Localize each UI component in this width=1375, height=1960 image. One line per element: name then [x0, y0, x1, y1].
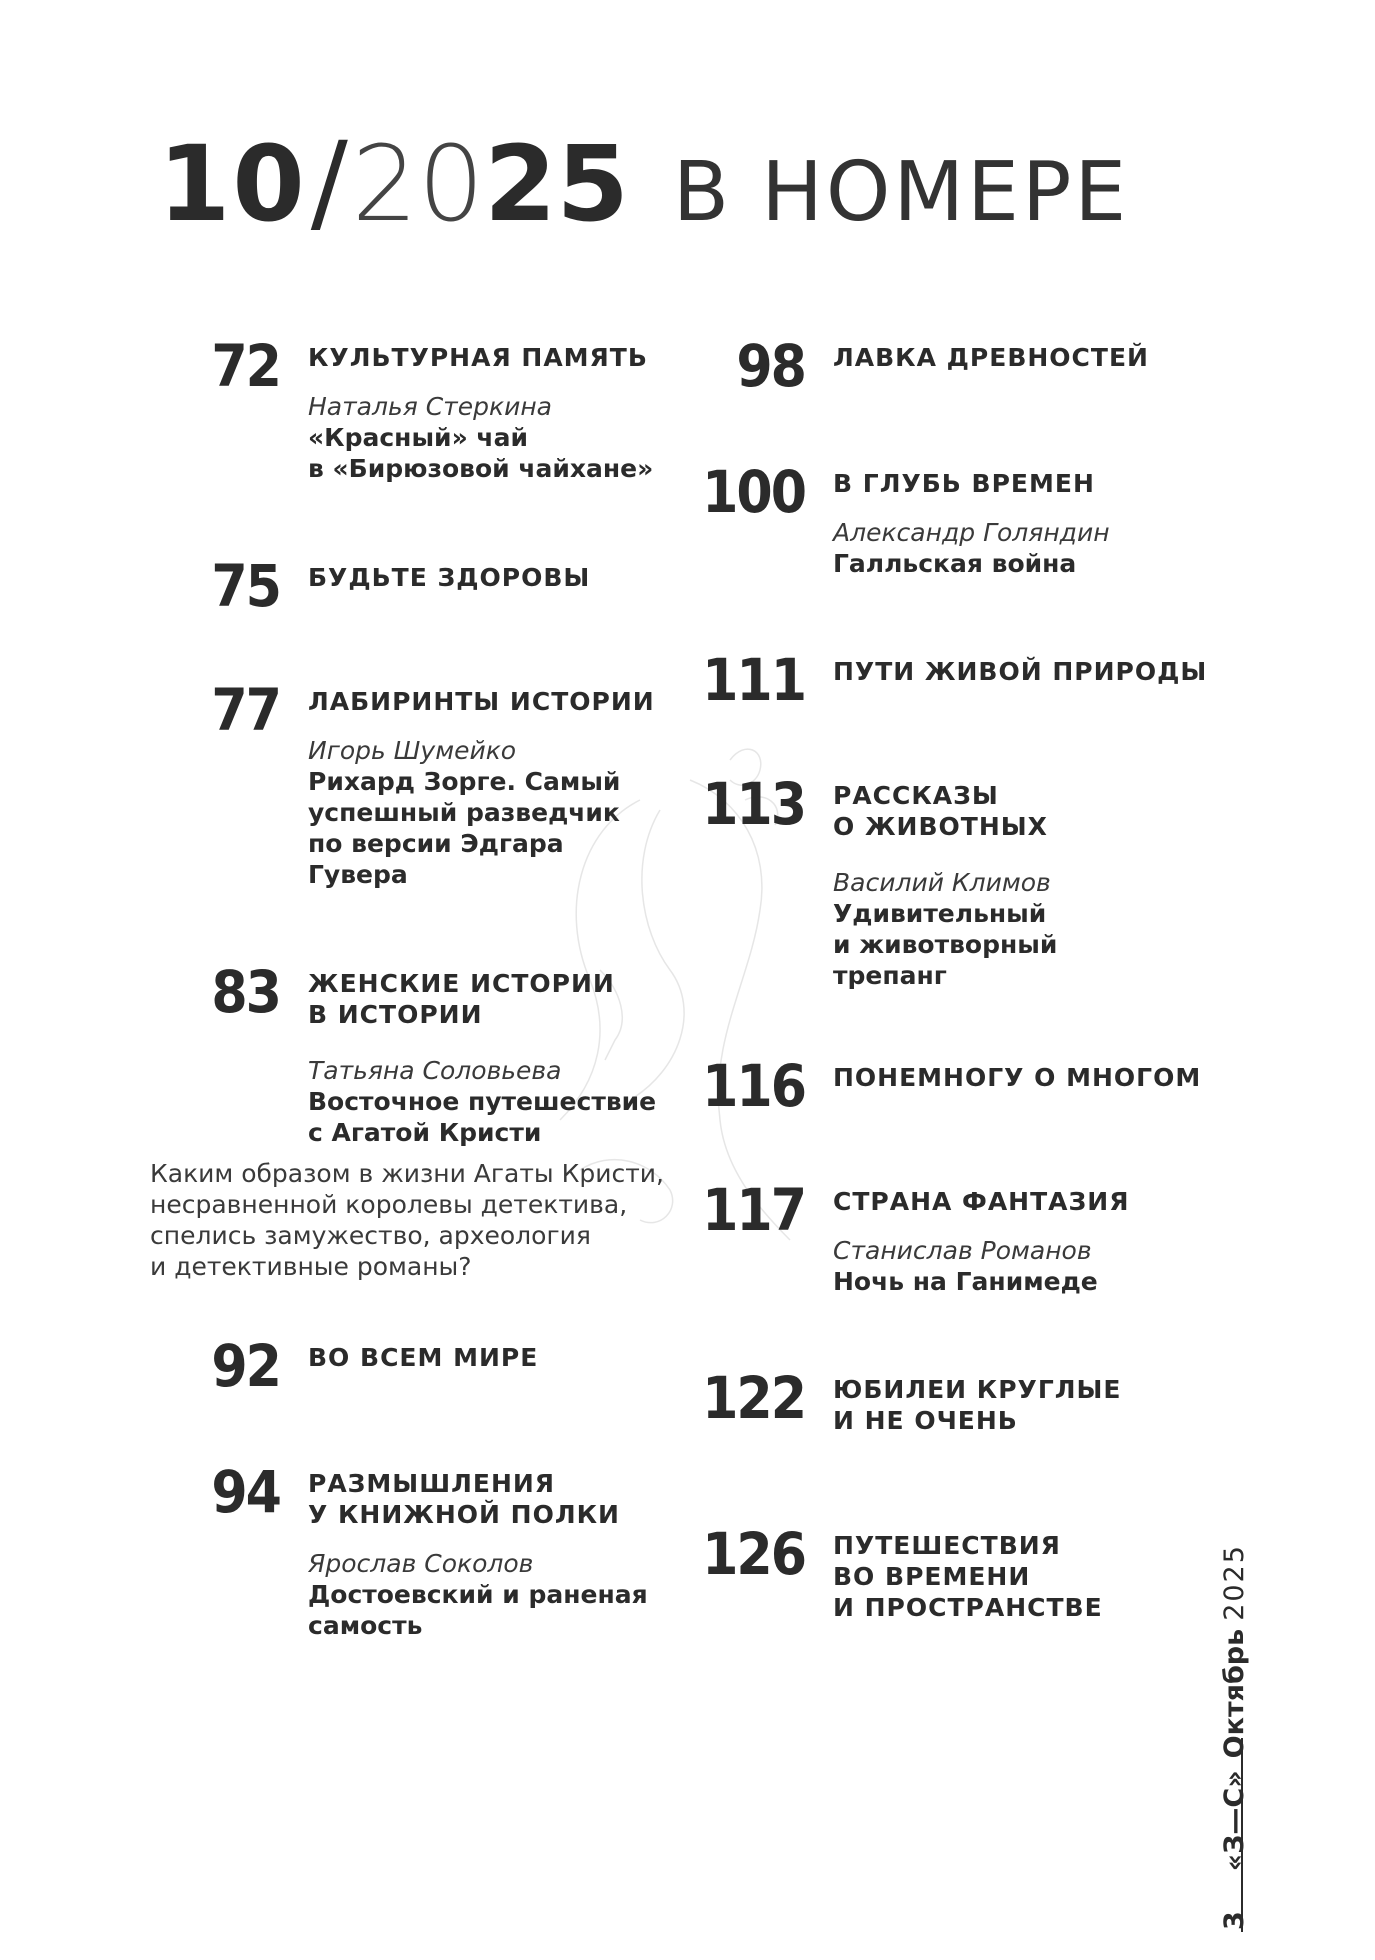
- title-line: Восточное путешествие: [308, 1087, 657, 1116]
- issue-year-part1: 20: [351, 123, 485, 245]
- rubric: [833, 780, 1057, 842]
- toc-entry-75: [211, 552, 591, 620]
- folio-page-number: 3: [1219, 1911, 1250, 1930]
- toc-entry-72: [211, 332, 654, 484]
- lead-line: и детективные романы?: [150, 1252, 472, 1281]
- toc-entry-111: [702, 646, 1208, 714]
- title-line: Галльская война: [833, 549, 1077, 578]
- rubric: [833, 468, 1110, 499]
- rubric: [833, 1374, 1122, 1436]
- title-line: успешный разведчик: [308, 798, 620, 827]
- rubric: [833, 1186, 1129, 1217]
- page-number: 94: [211, 1458, 280, 1526]
- toc-entry-116: [702, 1052, 1202, 1120]
- rubric-line: СТРАНА ФАНТАЗИЯ: [833, 1187, 1130, 1216]
- article-title: [308, 1579, 648, 1641]
- author: Ярослав Соколов: [308, 1549, 534, 1578]
- article-title: [833, 898, 1057, 991]
- article-title: [308, 766, 655, 890]
- rubric-line: КУЛЬТУРНАЯ ПАМЯТЬ: [308, 343, 648, 372]
- toc-entry-77: [211, 676, 655, 890]
- title-line: с Агатой Кристи: [308, 1118, 542, 1147]
- title-line: в «Бирюзовой чайхане»: [308, 454, 654, 483]
- rubric-line: В ИСТОРИИ: [308, 1000, 483, 1029]
- toc-entry-117: [702, 1176, 1130, 1297]
- rubric-line: ПОНЕМНОГУ О МНОГОМ: [833, 1063, 1202, 1092]
- rubric-line: В ГЛУБЬ ВРЕМЕН: [833, 469, 1095, 498]
- article-title: [833, 1266, 1129, 1297]
- toc-entry-92: [211, 1332, 539, 1400]
- article-title: [308, 422, 653, 484]
- rubric: [308, 1342, 538, 1373]
- lead-line: Каким образом в жизни Агаты Кристи,: [150, 1159, 664, 1188]
- article-title: [833, 548, 1110, 579]
- article-title: [308, 1086, 656, 1148]
- rubric-line: ПУТИ ЖИВОЙ ПРИРОДЫ: [833, 657, 1208, 686]
- page-number: 126: [702, 1520, 805, 1588]
- rubric-line: О ЖИВОТНЫХ: [833, 812, 1048, 841]
- page-number: 72: [211, 332, 280, 400]
- author: Станислав Романов: [833, 1236, 1092, 1265]
- rubric-line: И НЕ ОЧЕНЬ: [833, 1406, 1018, 1435]
- rubric: [308, 342, 653, 373]
- title-line: «Красный» чай: [308, 423, 528, 452]
- page-number: 83: [211, 958, 280, 1026]
- title-line: самость: [308, 1611, 423, 1640]
- issue-month: Октябрь: [1219, 1628, 1250, 1759]
- article-lead: [150, 1158, 664, 1282]
- rubric-line: У КНИЖНОЙ ПОЛКИ: [308, 1500, 620, 1529]
- page-number: 111: [702, 646, 805, 714]
- lead-line: спелись замужество, археология: [150, 1221, 591, 1250]
- page-number: 92: [211, 1332, 280, 1400]
- title-line: Удивительный: [833, 899, 1047, 928]
- rubric: [833, 1530, 1103, 1623]
- toc-entry-126: [702, 1520, 1103, 1623]
- page-title: В НОМЕРЕ: [672, 145, 1130, 240]
- rubric-line: РАЗМЫШЛЕНИЯ: [308, 1469, 556, 1498]
- toc-entry-98: [736, 332, 1149, 400]
- author: Игорь Шумейко: [308, 736, 517, 765]
- title-line: трепанг: [833, 961, 947, 990]
- rubric-line: ЖЕНСКИЕ ИСТОРИИ: [308, 969, 615, 998]
- page-number: 98: [736, 332, 805, 400]
- rubric-line: ВО ВСЕМ МИРЕ: [308, 1343, 539, 1372]
- rubric-line: ЮБИЛЕИ КРУГЛЫЕ: [833, 1375, 1122, 1404]
- title-line: и животворный: [833, 930, 1058, 959]
- author: Александр Голяндин: [833, 518, 1110, 547]
- rubric: [833, 1062, 1201, 1093]
- page-number: 117: [702, 1176, 805, 1244]
- toc-entry-94: [211, 1458, 648, 1641]
- title-line: Ночь на Ганимеде: [833, 1267, 1098, 1296]
- page-number: 100: [702, 458, 805, 526]
- page-number: 122: [702, 1364, 805, 1432]
- issue-header: [158, 118, 1129, 248]
- page-number: 113: [702, 770, 805, 838]
- rubric-line: БУДЬТЕ ЗДОРОВЫ: [308, 563, 591, 592]
- author: Татьяна Соловьева: [308, 1056, 562, 1085]
- magazine-name: «З—С»: [1219, 1770, 1250, 1872]
- title-line: Гувера: [308, 860, 408, 889]
- toc-entry-122: [702, 1364, 1122, 1436]
- rubric-line: ЛАВКА ДРЕВНОСТЕЙ: [833, 343, 1149, 372]
- title-line: Достоевский и раненая: [308, 1580, 648, 1609]
- rubric: [308, 562, 590, 593]
- issue-slash: /: [310, 118, 348, 246]
- rubric-line: И ПРОСТРАНСТВЕ: [833, 1593, 1103, 1622]
- toc-entry-100: [702, 458, 1110, 579]
- page-number: 116: [702, 1052, 805, 1120]
- running-footer: [1218, 1544, 1252, 1930]
- author: Наталья Стеркина: [308, 392, 552, 421]
- rubric: [308, 686, 655, 717]
- issue-number: 10: [158, 123, 307, 245]
- toc-entry-83: [211, 958, 657, 1148]
- title-line: по версии Эдгара: [308, 829, 564, 858]
- rubric-line: ЛАБИРИНТЫ ИСТОРИИ: [308, 687, 655, 716]
- issue-year: 2025: [1219, 1544, 1250, 1621]
- rubric: [833, 342, 1149, 373]
- rubric: [308, 1468, 648, 1530]
- toc-entry-113: [702, 770, 1058, 991]
- page-number: 77: [211, 676, 280, 744]
- issue-year-part2: 25: [484, 123, 629, 245]
- rubric-line: ВО ВРЕМЕНИ: [833, 1562, 1031, 1591]
- title-line: Рихард Зорге. Самый: [308, 767, 621, 796]
- rubric: [308, 968, 656, 1030]
- rubric-line: ПУТЕШЕСТВИЯ: [833, 1531, 1061, 1560]
- author: Василий Климов: [833, 868, 1051, 897]
- page-number: 75: [211, 552, 280, 620]
- rubric: [833, 656, 1207, 687]
- rubric-line: РАССКАЗЫ: [833, 781, 999, 810]
- lead-line: несравненной королевы детектива,: [150, 1190, 628, 1219]
